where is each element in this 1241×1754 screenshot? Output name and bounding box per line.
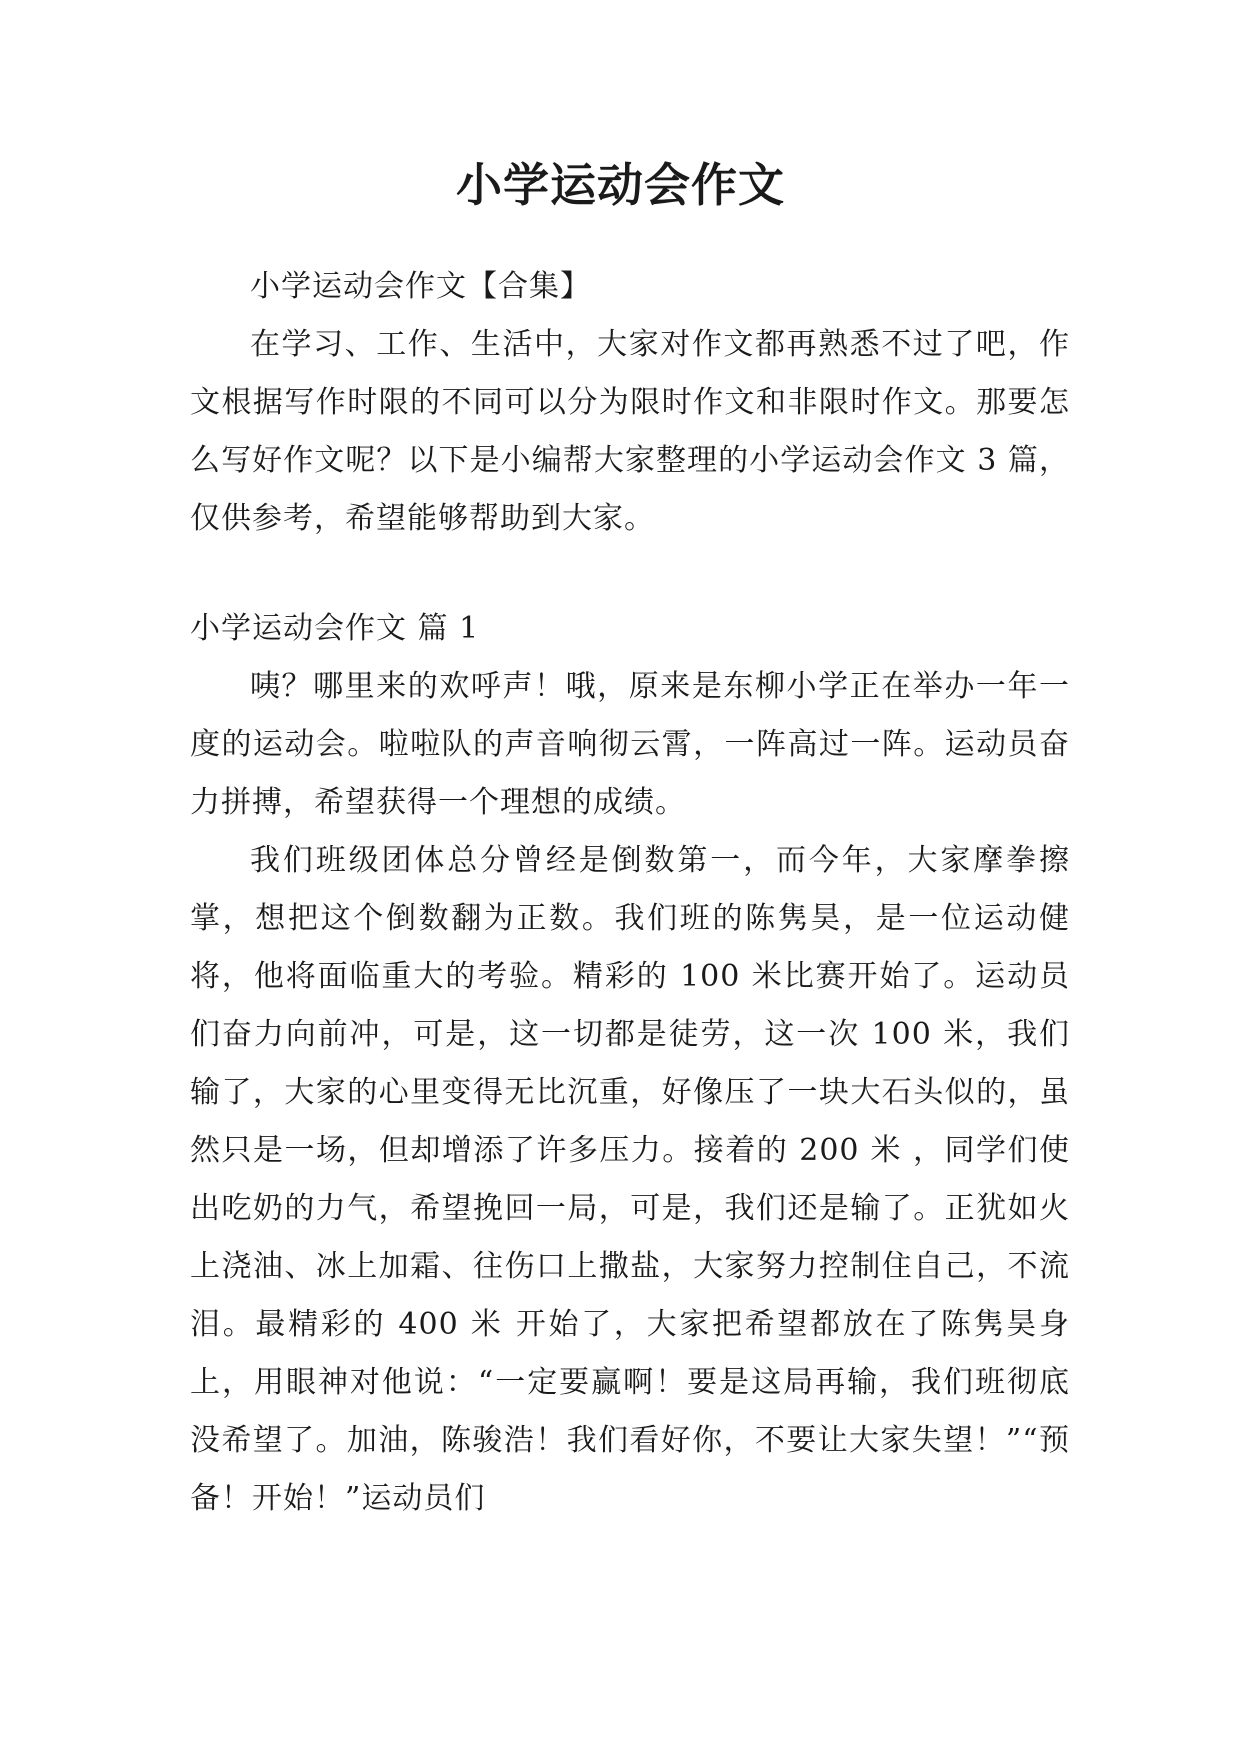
body-paragraph: 咦？哪里来的欢呼声！哦，原来是东柳小学正在举办一年一度的运动会。啦啦队的声音响彻云霄，一阵高过一阵。运动员奋力拼搏，希望获得一个理想的成绩。 <box>190 669 1070 820</box>
document-title: 小学运动会作文 <box>456 158 785 212</box>
intro-paragraph: 在学习、工作、生活中，大家对作文都再熟悉不过了吧，作文根据写作时限的不同可以分为限时作文和非限时作文。那要怎么写好作文呢？以下是小编帮大家整理的小学运动会作文 3 篇，仅供参考，希望能够帮助到大家。 <box>190 327 1070 536</box>
body-paragraph: 我们班级团体总分曾经是倒数第一，而今年，大家摩拳擦掌，想把这个倒数翻为正数。我们班的陈隽昊，是一位运动健将，他将面临重大的考验。精彩的 100 米比赛开始了。运动员们奋力向前冲，可是，这一切都是徒劳，这一次 100 米，我们输了，大家的心里变得无比沉重，好像压了一块大石头似的，虽然只是一场，但却增添了许多压力。接着的 200 米 ，同学们使出吃奶的力气，希望挽回一局，可是，我们还是输了。正犹如火上浇油、冰上加霜、往伤口上撒盐，大家努力控制住自己，不流泪。最精彩的 400 米 开始了，大家把希望都放在了陈隽昊身上，用眼神对他说：“一定要赢啊！要是这局再输，我们班彻底没希望了。加油，陈骏浩！我们看好你，不要让大家失望！”“预备！开始！”运动员们 <box>190 843 1070 1516</box>
document-body <box>190 258 1070 1528</box>
intro-heading: 小学运动会作文【合集】 <box>250 269 591 304</box>
section-title: 小学运动会作文 篇 1 <box>190 611 480 646</box>
